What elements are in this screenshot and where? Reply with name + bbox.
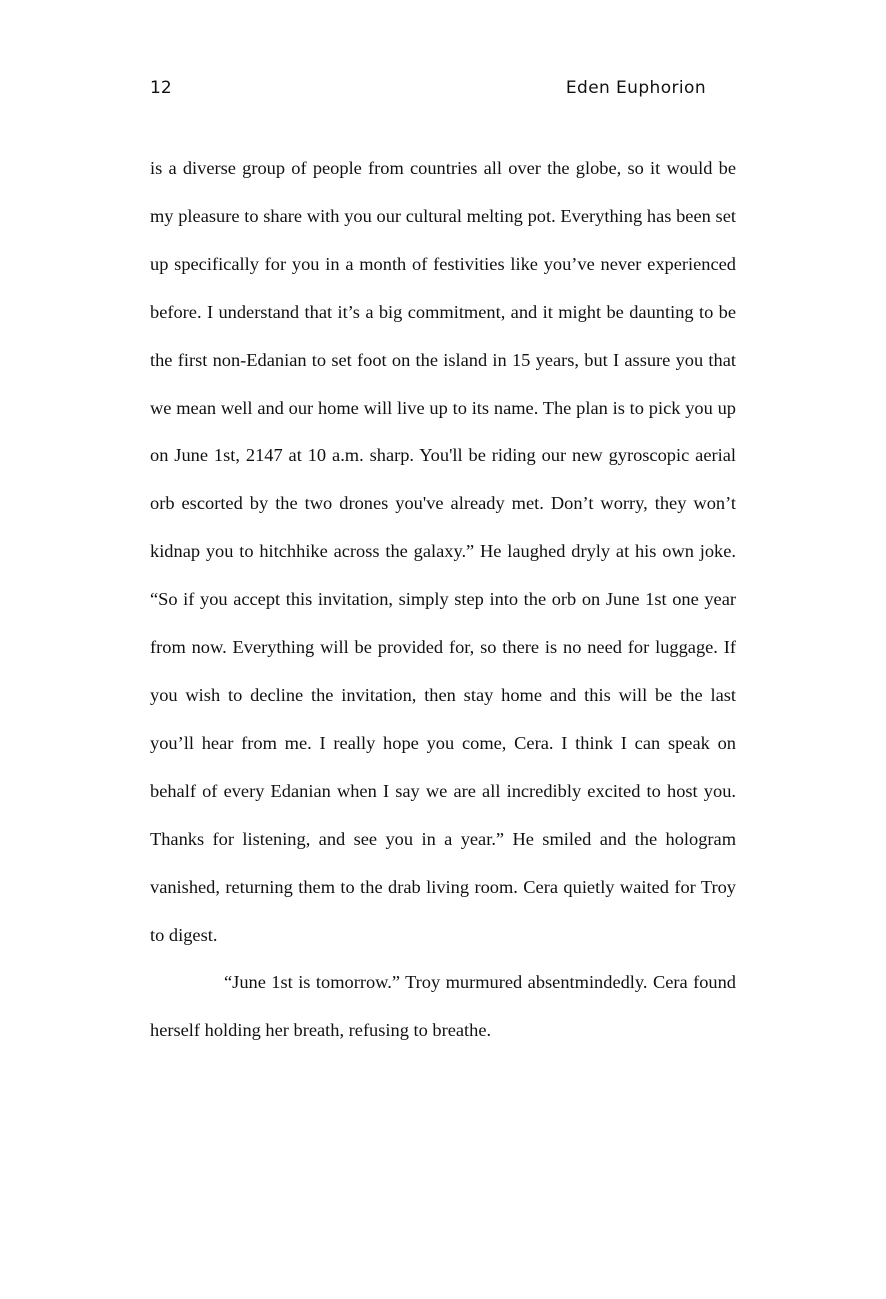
paragraph-dialogue: “June 1st is tomorrow.” Troy murmured absentmindedly. Cera found herself holding her breath, refusing to breathe.	[150, 972, 736, 1041]
page-header	[150, 78, 706, 102]
paragraph-continued: is a diverse group of people from countries all over the globe, so it would be my pleasure to share with you our cultural melting pot. Everything has been set up specifically for you in a month of festivities like you’ve never experienced before. I understand that it’s a big commitment, and it might be daunting to be the first non-Edanian to set foot on the island in 15 years, but I assure you that we mean well and our home will live up to its name. The plan is to pick you up on June 1st, 2147 at 10 a.m. sharp. You'll be riding our new gyroscopic aerial orb escorted by the two drones you've already met. Don’t worry, they won’t kidnap you to hitchhike across the galaxy.” He laughed dryly at his own joke. “So if you accept this invitation, simply step into the orb on June 1st one year from now. Everything will be provided for, so there is no need for luggage. If you wish to decline the invitation, then stay home and this will be the last you’ll hear from me. I really hope you come, Cera. I think I can speak on behalf of every Edanian when I say we are all incredibly excited to host you. Thanks for listening, and see you in a year.” He smiled and the hologram vanished, returning them to the drab living room. Cera quietly waited for Troy to digest.	[150, 158, 736, 945]
page-number: 12	[150, 78, 172, 98]
running-title: Eden Euphorion	[565, 78, 706, 98]
body-text	[150, 145, 736, 1055]
